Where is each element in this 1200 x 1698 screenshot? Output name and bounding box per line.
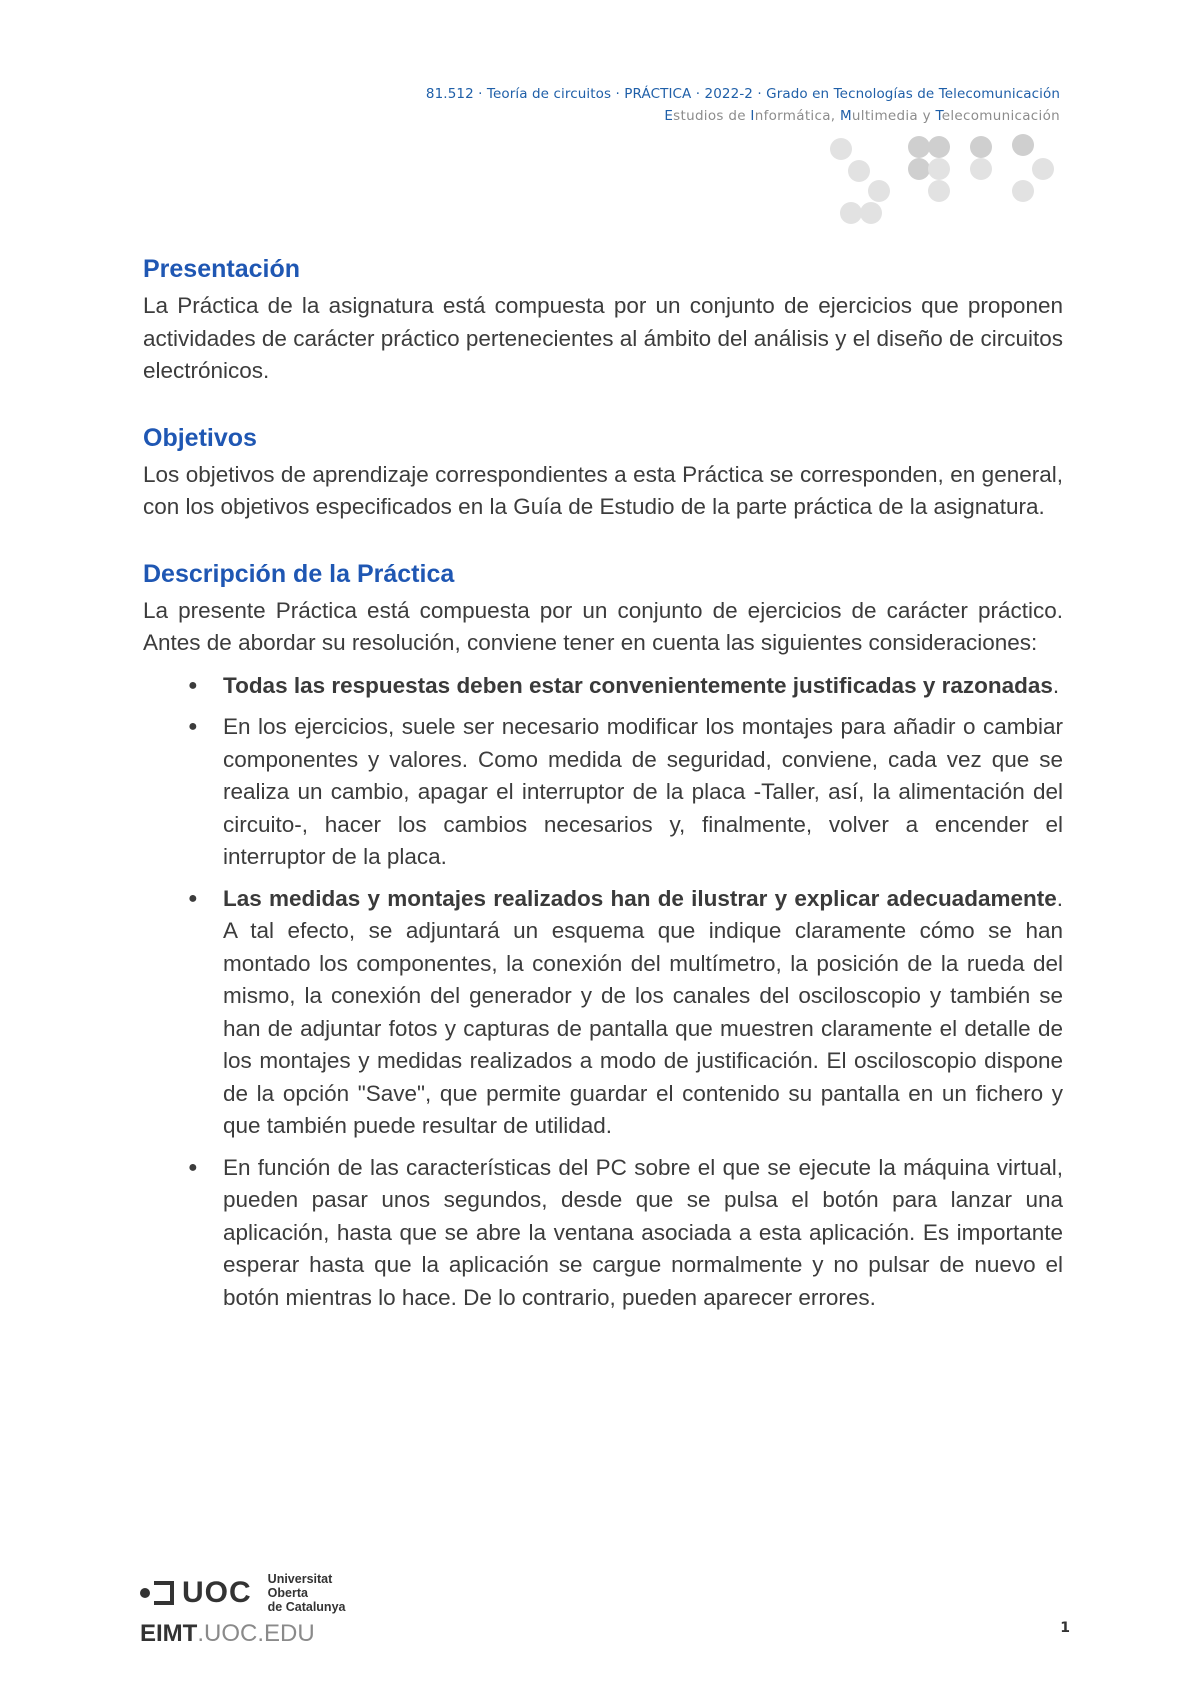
header-word: ultimedia y xyxy=(851,108,936,124)
list-item xyxy=(143,1152,1063,1315)
section-descripcion xyxy=(143,560,1063,1315)
list-item-text: En función de las características del PC sobre el que se ejecute la máquina virtual, pueden pasar unos segundos, desde que se pulsa el botón para lanzar una aplicación, hasta que se abre la ventana asociada a esta aplicación. Es importante esperar hasta que la aplicación se cargue normalmente y no pulsar de nuevo el botón mientras lo hace. De lo contrario, pueden aparecer errores. xyxy=(223,1154,1063,1310)
header-word: studios de xyxy=(673,108,751,124)
list-item-text: En los ejercicios, suele ser necesario modificar los montajes para añadir o cambiar componentes y valores. Como medida de seguridad, conviene, cada vez que se realiza un cambio, apagar el interruptor de la placa -Taller, así, la alimentación del circuito-, hacer los cambios necesarios y, finalmente, volver a encender el interruptor de la placa. xyxy=(223,714,1063,869)
uoc-logo xyxy=(140,1572,370,1652)
header-initial: T xyxy=(935,108,942,124)
section-paragraph: La presente Práctica está compuesta por un conjunto de ejercicios de carácter práctico. Antes de abordar su resolución, conviene tener en cuenta las siguientes consideraciones: xyxy=(143,597,1063,655)
uoc-logo-icon xyxy=(140,1581,182,1605)
list-item xyxy=(143,711,1063,874)
header-word: elecomunicación xyxy=(941,108,1060,124)
section-objetivos xyxy=(143,424,1063,524)
list-item-bold: Las medidas y montajes realizados han de ilustrar y explicar adecuadamente xyxy=(223,885,1057,911)
bullet-icon: ● xyxy=(188,718,198,735)
list-item-bold: Todas las respuestas deben estar convenientemente justificadas y razonadas xyxy=(223,672,1053,698)
header-initial: I xyxy=(750,108,755,124)
uoc-logo-text: UOC xyxy=(182,1576,252,1609)
section-presentacion xyxy=(143,255,1063,388)
list-item xyxy=(143,883,1063,1143)
eimt-rest: .UOC.EDU xyxy=(197,1620,315,1647)
section-title: Descripción de la Práctica xyxy=(143,559,455,588)
list-item-text: . xyxy=(1052,672,1060,698)
university-name-line2: de Catalunya xyxy=(267,1600,346,1614)
section-paragraph: Los objetivos de aprendizaje correspondientes a esta Práctica se corresponden, en general, con los objetivos especificados en la Guía de Estudio de la parte práctica de la asignatura. xyxy=(143,461,1063,519)
bullet-icon: ● xyxy=(188,676,198,694)
section-title: Objetivos xyxy=(143,423,257,452)
document-body xyxy=(143,255,1063,1350)
university-name-line1: Universitat Oberta xyxy=(267,1572,333,1600)
page-number: 1 xyxy=(1060,1620,1070,1636)
eimt-url xyxy=(140,1620,370,1648)
document-header-course: 81.512 · Teoría de circuitos · PRÁCTICA · 2022-2 · Grado en Tecnologías de Telecomunicación xyxy=(425,86,1060,102)
header-word: nformática, xyxy=(754,108,840,124)
eimt-bold: EIMT xyxy=(140,1620,198,1647)
section-paragraph: La Práctica de la asignatura está compuesta por un conjunto de ejercicios que proponen actividades de carácter práctico pertenecientes al ámbito del análisis y el diseño de circuitos electrónicos. xyxy=(143,293,1063,383)
document-header-department xyxy=(664,108,1060,124)
header-initial: M xyxy=(839,108,852,124)
bullet-icon: ● xyxy=(188,1158,198,1176)
bullet-icon: ● xyxy=(188,889,198,907)
list-item-text: . A tal efecto, se adjuntará un esquema que indique claramente cómo se han montado los componentes, la conexión del multímetro, la posición de la rueda del mismo, la conexión del generador y de los canales del osciloscopio y también se han de adjuntar fotos y capturas de pantalla que muestren claramente el detalle de los montajes y medidas realizados a modo de justificación. El osciloscopio dispone de la opción "Save", que permite guardar el contenido su pantalla en un fichero y que también puede resultar de utilidad. xyxy=(223,885,1063,1138)
university-name xyxy=(268,1572,370,1614)
header-initial: E xyxy=(664,108,674,124)
decorative-dots-graphic xyxy=(820,130,1070,230)
list-item xyxy=(143,670,1063,703)
section-title: Presentación xyxy=(143,255,301,283)
considerations-list xyxy=(143,670,1063,1315)
